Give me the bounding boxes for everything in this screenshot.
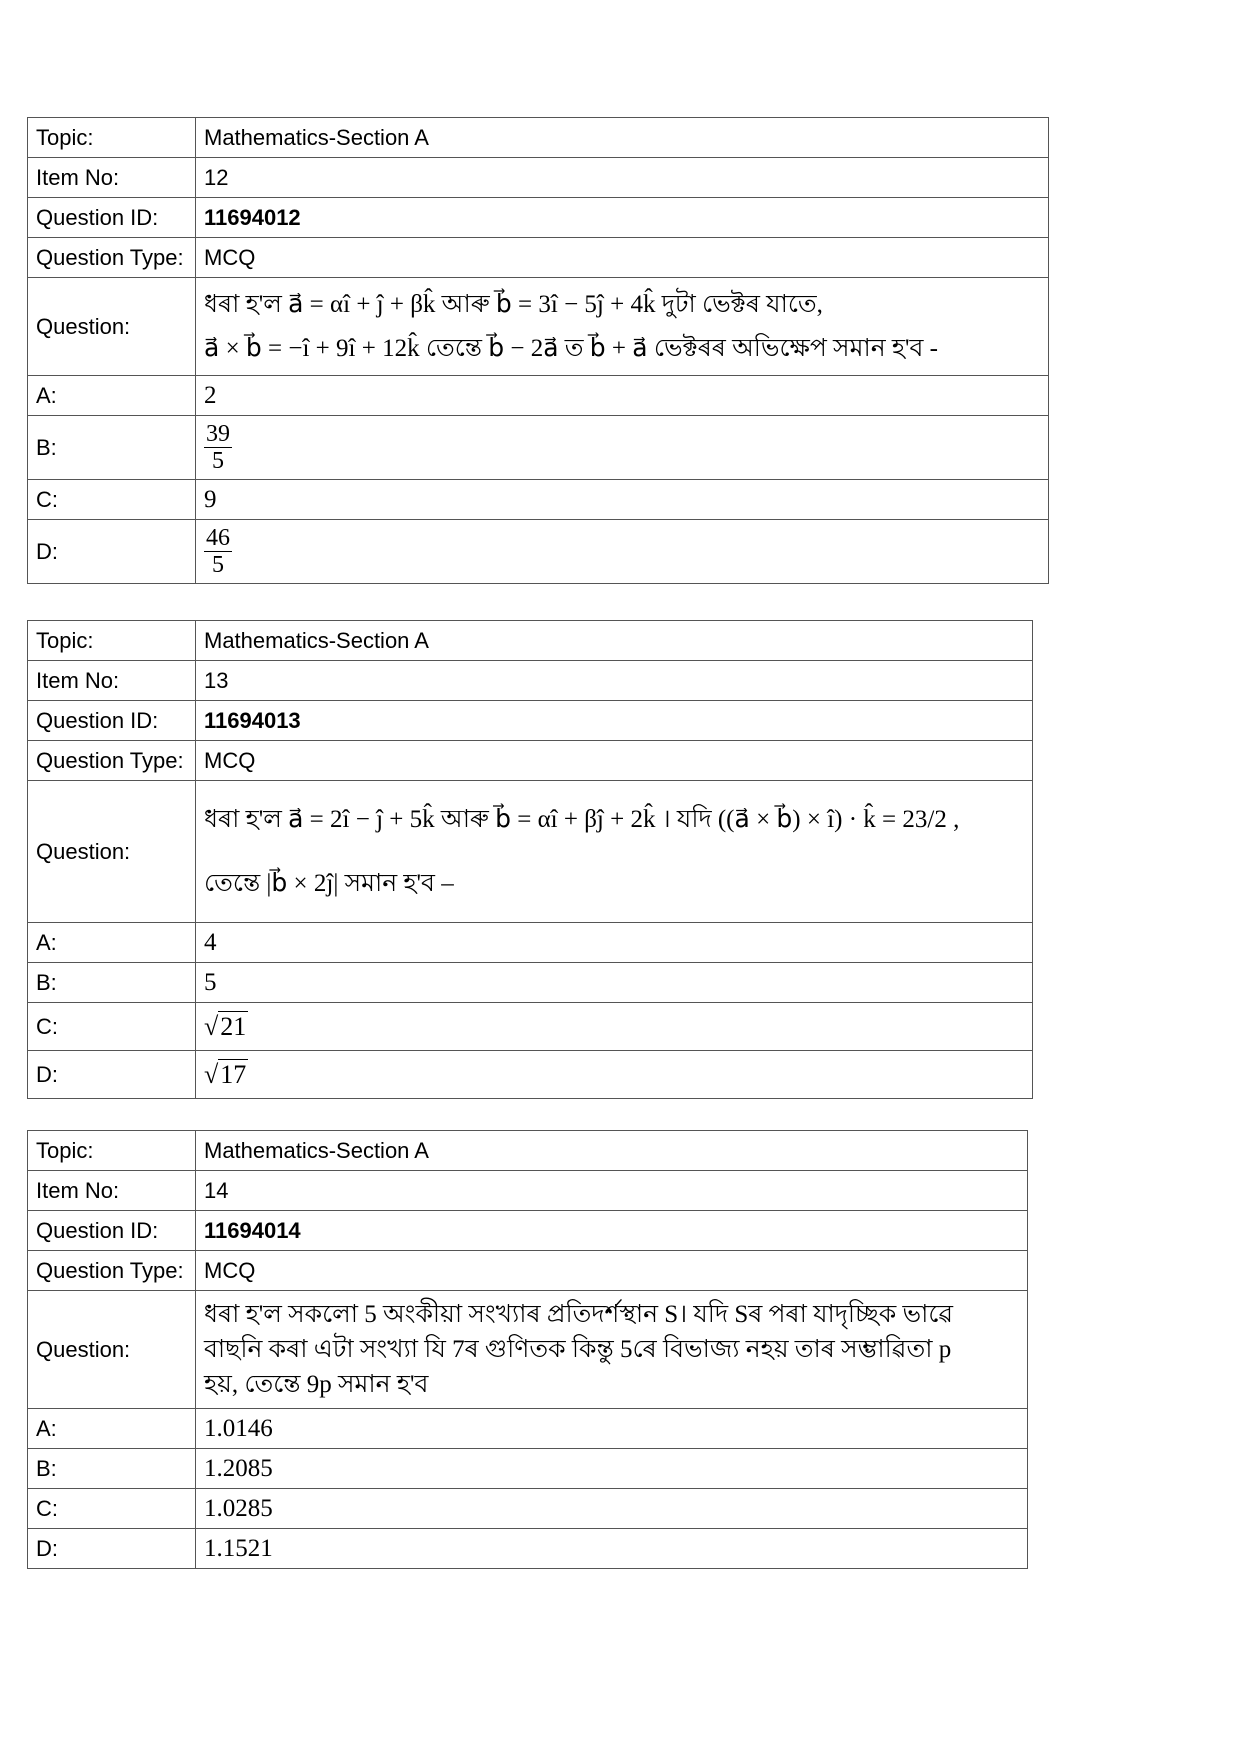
- option-b-row: [28, 1449, 1028, 1489]
- option-d-label: D:: [28, 1529, 196, 1569]
- topic-label: Topic:: [28, 621, 196, 661]
- denominator: 5: [212, 552, 224, 578]
- option-b-value: 5: [196, 963, 1033, 1003]
- option-d-label: D:: [28, 520, 196, 584]
- question-table-14: [27, 1130, 1028, 1569]
- numerator: 46: [206, 525, 230, 551]
- option-a-label: A:: [28, 923, 196, 963]
- question-type-row: [28, 741, 1033, 781]
- option-d-value: [196, 1051, 1033, 1099]
- question-row: [28, 781, 1033, 923]
- option-a-row: [28, 923, 1033, 963]
- topic-row: [28, 118, 1049, 158]
- question-type-row: [28, 1251, 1028, 1291]
- option-d-value: [196, 520, 1049, 584]
- question-id-row: [28, 198, 1049, 238]
- option-a-row: [28, 1409, 1028, 1449]
- radicand: 21: [220, 1011, 247, 1041]
- question-type-value: MCQ: [196, 238, 1049, 278]
- option-d-row: [28, 520, 1049, 584]
- square-root: √17: [204, 1059, 247, 1089]
- question-text: [196, 278, 1049, 376]
- item-no-value: 14: [196, 1171, 1028, 1211]
- radicand: 17: [220, 1059, 247, 1089]
- question-id-label: Question ID:: [28, 1211, 196, 1251]
- question-line-3: হয়, তেন্তে 9p সমান হ'ব: [204, 1371, 429, 1398]
- item-no-row: [28, 1171, 1028, 1211]
- question-id-label: Question ID:: [28, 701, 196, 741]
- question-type-label: Question Type:: [28, 741, 196, 781]
- option-a-label: A:: [28, 376, 196, 416]
- option-a-value: 1.0146: [196, 1409, 1028, 1449]
- option-a-label: A:: [28, 1409, 196, 1449]
- question-id-value: 11694014: [196, 1211, 1028, 1251]
- fraction: [204, 525, 232, 578]
- item-no-label: Item No:: [28, 1171, 196, 1211]
- question-table-12: [27, 117, 1049, 584]
- option-c-row: [28, 480, 1049, 520]
- option-b-value: 1.2085: [196, 1449, 1028, 1489]
- question-id-value: 11694012: [196, 198, 1049, 238]
- option-b-label: B:: [28, 963, 196, 1003]
- question-text: [196, 781, 1033, 923]
- option-c-label: C:: [28, 1003, 196, 1051]
- option-d-value: 1.1521: [196, 1529, 1028, 1569]
- numerator: 39: [206, 421, 230, 447]
- question-row: [28, 278, 1049, 376]
- question-id-row: [28, 1211, 1028, 1251]
- topic-value: Mathematics-Section A: [196, 118, 1049, 158]
- square-root: √21: [204, 1011, 247, 1041]
- option-c-value: 1.0285: [196, 1489, 1028, 1529]
- item-no-value: 13: [196, 661, 1033, 701]
- question-label: Question:: [28, 781, 196, 923]
- option-c-label: C:: [28, 1489, 196, 1529]
- question-row: [28, 1291, 1028, 1409]
- question-id-label: Question ID:: [28, 198, 196, 238]
- question-line-1: ধৰা হ'ল a⃗ = αî + ĵ + βk̂ আৰু b⃗ = 3î − 5ĵ + 4k̂ দুটা ভেক্টৰ যাতে,: [204, 290, 823, 318]
- option-d-row: [28, 1051, 1033, 1099]
- question-line-1: ধৰা হ'ল সকলো 5 অংকীয়া সংখ্যাৰ প্ৰতিদৰ্শস্থান S। যদি Sৰ পৰা যাদৃচ্ছিক ভাৱে: [204, 1301, 954, 1328]
- question-table-13: [27, 620, 1033, 1099]
- question-line-2: a⃗ × b⃗ = −î + 9î + 12k̂ তেন্তে b⃗ − 2a⃗ ত b⃗ + a⃗ ভেক্টৰৰ অভিক্ষেপ সমান হ'ব -: [204, 334, 938, 362]
- question-label: Question:: [28, 278, 196, 376]
- item-no-label: Item No:: [28, 158, 196, 198]
- fraction: [204, 421, 232, 474]
- option-d-label: D:: [28, 1051, 196, 1099]
- item-no-row: [28, 158, 1049, 198]
- option-c-label: C:: [28, 480, 196, 520]
- topic-value: Mathematics-Section A: [196, 1131, 1028, 1171]
- topic-row: [28, 621, 1033, 661]
- question-text: [196, 1291, 1028, 1409]
- option-d-row: [28, 1529, 1028, 1569]
- question-line-1: ধৰা হ'ল a⃗ = 2î − ĵ + 5k̂ আৰু b⃗ = αî + βĵ + 2k̂ । যদি ((a⃗ × b⃗) × î) · k̂ = 23/2 ,: [204, 805, 960, 833]
- item-no-row: [28, 661, 1033, 701]
- question-type-row: [28, 238, 1049, 278]
- option-b-label: B:: [28, 1449, 196, 1489]
- question-type-label: Question Type:: [28, 1251, 196, 1291]
- option-b-row: [28, 416, 1049, 480]
- question-type-value: MCQ: [196, 741, 1033, 781]
- option-b-label: B:: [28, 416, 196, 480]
- option-c-value: [196, 1003, 1033, 1051]
- question-id-row: [28, 701, 1033, 741]
- question-line-2: বাছনি কৰা এটা সংখ্যা যি 7ৰ গুণিতক কিন্তু 5ৰে বিভাজ্য নহয় তাৰ সম্ভাৱিতা p: [204, 1336, 952, 1363]
- option-b-row: [28, 963, 1033, 1003]
- topic-label: Topic:: [28, 1131, 196, 1171]
- option-a-row: [28, 376, 1049, 416]
- option-c-value: 9: [196, 480, 1049, 520]
- option-a-value: 2: [196, 376, 1049, 416]
- topic-label: Topic:: [28, 118, 196, 158]
- option-b-value: [196, 416, 1049, 480]
- question-id-value: 11694013: [196, 701, 1033, 741]
- option-a-value: 4: [196, 923, 1033, 963]
- option-c-row: [28, 1489, 1028, 1529]
- item-no-label: Item No:: [28, 661, 196, 701]
- question-label: Question:: [28, 1291, 196, 1409]
- question-type-value: MCQ: [196, 1251, 1028, 1291]
- topic-row: [28, 1131, 1028, 1171]
- question-type-label: Question Type:: [28, 238, 196, 278]
- question-line-2: তেন্তে |b⃗ × 2ĵ| সমান হ'ব –: [204, 869, 454, 897]
- option-c-row: [28, 1003, 1033, 1051]
- topic-value: Mathematics-Section A: [196, 621, 1033, 661]
- denominator: 5: [212, 448, 224, 474]
- item-no-value: 12: [196, 158, 1049, 198]
